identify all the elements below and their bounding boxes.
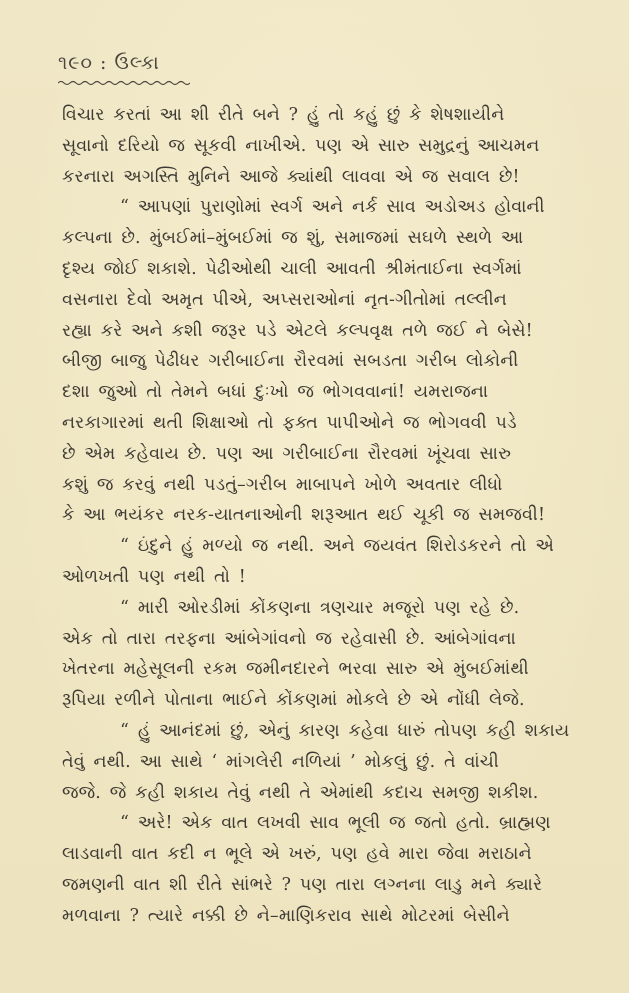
text-line: રૂપિયા રળીને પોતાના ભાઈને કોંકણમાં મોકલે છે એ નોંધી લેજે. — [62, 690, 525, 711]
text-line: કરનારા અગસ્તિ મુનિને આજે ક્યાંથી લાવવા એ જ સવાલ છે! — [62, 166, 520, 187]
text-line: તેવું નથી. આ સાથે ‘ માંગલેરી નળિયાં ’ મોકલું છું. તે વાંચી — [62, 751, 499, 772]
text-line: લાડવાની વાત કદી ન ભૂલે એ ખરું, પણ હવે મારા જેવા મરાઠાને — [62, 844, 532, 865]
text-line: એક તો તારા તરફના આંબેગાંવનો જ રહેવાસી છે. આંબેગાંવના — [62, 628, 516, 649]
text-line: દશા જુઓ તો તેમને બધાં દુઃખો જ ભોગવવાનાં! યમરાજના — [62, 382, 489, 403]
text-line: બીજી બાજુ પેઢીધર ગરીબાઈના રૌરવમાં સબડતા ગરીબ લોકોની — [62, 351, 519, 372]
paragraph — [62, 808, 582, 931]
paragraph — [62, 531, 582, 593]
text-line: ઓળખતી પણ નથી તો ! — [62, 566, 246, 587]
text-line: જમણની વાત શી રીતે સાંભરે ? પણ તારા લગ્નના લાડુ મને ક્યારે — [62, 874, 543, 895]
body-text — [62, 100, 582, 932]
decorative-wavy-rule — [58, 80, 190, 86]
text-line: દૃશ્ય જોઈ શકાશે. પેઢીઓથી ચાલી આવતી શ્રીમંતાઈના સ્વર્ગમાં — [62, 258, 522, 279]
paragraph — [62, 716, 582, 808]
text-line: જજે. જે કહી શકાય તેવું નથી તે એમાંથી કદાચ સમજી શકીશ. — [62, 782, 539, 803]
text-line: સૂવાનો દરિયો જ સૂકવી નાખીએ. પણ એ સારુ સમુદ્રનું આચમન — [62, 135, 540, 156]
text-line: મળવાના ? ત્યારે નક્કી છે ને–માણિકરાવ સાથે મોટરમાં બેસીને — [62, 905, 510, 926]
text-line: રહ્યા કરે અને કશી જરૂર પડે એટલે કલ્પવૃક્ષ તળે જઈ ને બેસે! — [62, 320, 533, 341]
paragraph — [62, 593, 582, 716]
text-line: “ મારી ઓરડીમાં કોંકણના ત્રણચાર મજૂરો પણ રહે છે. — [120, 597, 520, 618]
text-line: “ હું આનંદમાં છું, એનું કારણ કહેવા ધારું તોપણ કહી શકાય — [120, 720, 570, 741]
text-line: વિચાર કરતાં આ શી રીતે બને ? હું તો કહું છું કે શેષશાયીને — [62, 105, 505, 125]
text-line: છે એમ કહેવાય છે. પણ આ ગરીબાઈના રૌરવમાં ખૂંચવા સારુ — [62, 443, 512, 464]
paragraph — [62, 100, 582, 192]
text-line: ખેતરના મહેસૂલની રકમ જમીનદારને ભરવા સારુ એ મુંબઈમાંથી — [62, 659, 529, 680]
running-head: ૧૯૦ : ઉલ્કા — [58, 52, 160, 74]
text-line: કે આ ભયંકર નરક-યાતનાઓની શરૂઆત થઈ ચૂકી જ સમજવી! — [62, 505, 546, 526]
text-line: કલ્પના છે. મુંબઈમાં–મુંબઈમાં જ શું, સમાજમાં સઘળે સ્થળે આ — [62, 228, 524, 249]
text-line: વસનારા દેવો અમૃત પીએ, અપ્સરાઓનાં નૃત-ગીતોમાં તલ્લીન — [62, 289, 507, 310]
text-line: નરકાગારમાં થતી શિક્ષાઓ તો ફક્ત પાપીઓને જ ભોગવવી પડે — [62, 412, 517, 433]
text-line: “ અરે! એક વાત લખવી સાવ ભૂલી જ જતો હતો. બ્રાહ્મણ — [120, 813, 551, 834]
paragraph — [62, 192, 582, 531]
text-line: “ આપણાં પુરાણોમાં સ્વર્ગ અને નર્ક સાવ અડોઅડ હોવાની — [120, 197, 545, 218]
text-line: કશું જ કરવું નથી પડતું–ગરીબ માબાપને ખોળે અવતાર લીધો — [62, 474, 503, 495]
text-line: “ ઇંદુને હું મળ્યો જ નથી. અને જયવંત શિરોડકરને તો એ — [120, 536, 554, 557]
